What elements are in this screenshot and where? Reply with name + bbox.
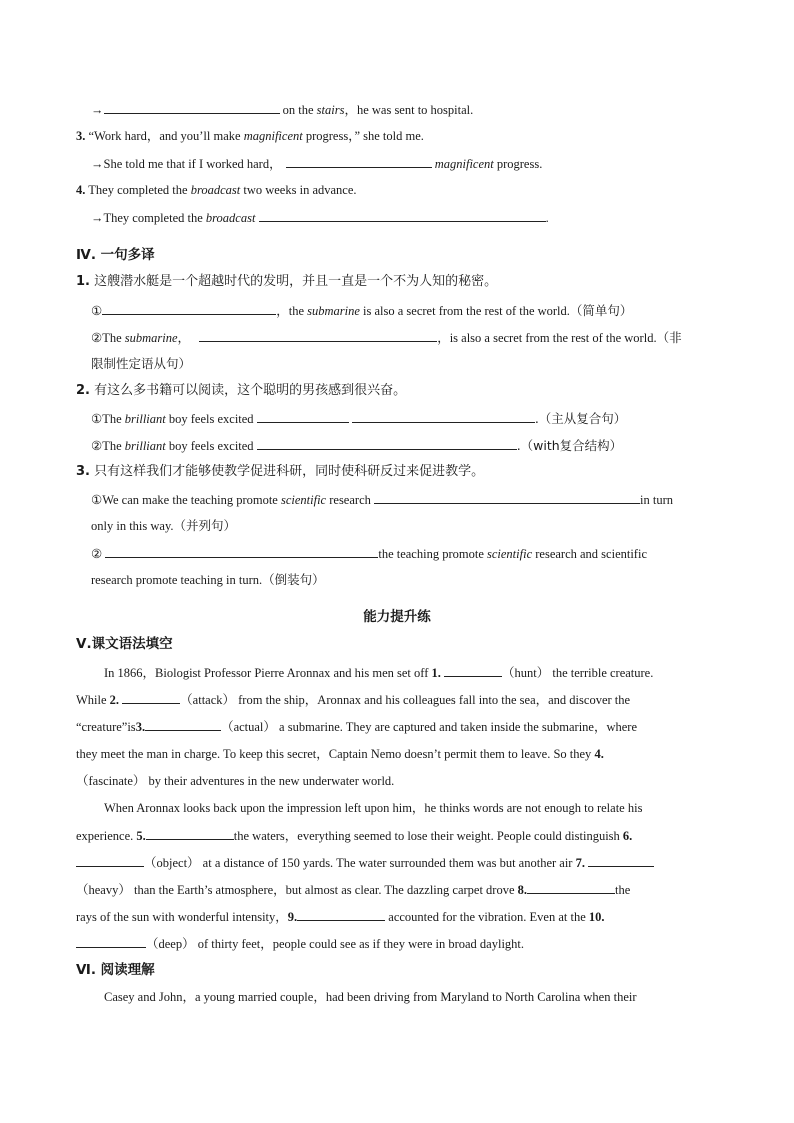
answer-blank[interactable] [286,155,432,168]
section-5-title: Ⅴ.课文语法填空 [76,636,173,652]
q3-rewrite-line: →She told me that if I worked hard， magnificent progress. [91,157,543,171]
q3-option2-line2: research promote teaching in turn.（倒装句） [91,573,325,587]
cloze-p1-l3: “creature”is3. （actual） a submarine. They are captured and taken inside the submarine，where [76,720,637,734]
q3-chinese: 3. 只有这样我们才能够使教学促进科研，同时使科研反过来促进教学。 [76,464,485,479]
cloze-blank-1[interactable] [444,664,502,677]
q3-option1: ①We can make the teaching promote scientific research in turn [91,493,673,507]
cloze-blank-8[interactable] [527,881,615,894]
cloze-p1-l5: （fascinate） by their adventures in the new underwater world. [76,774,395,788]
cloze-blank-2[interactable] [122,691,180,704]
cloze-blank-7[interactable] [588,854,654,867]
cloze-p2-l1: When Aronnax looks back upon the impression left upon him，he thinks words are not enough to relate his [104,801,643,815]
q4-sentence: 4. They completed the broadcast two weeks in advance. [76,183,357,197]
cloze-blank-9[interactable] [297,908,385,921]
section-6-title: Ⅵ. 阅读理解 [76,962,155,978]
cloze-p2-l2: experience. 5. the waters，everything seemed to lose their weight. People could distinguish 6. [76,829,633,843]
cloze-p1-l2: While 2. （attack） from the ship，Aronnax and his colleagues fall into the sea，and discover the [76,693,631,707]
cloze-blank-10[interactable] [76,935,146,948]
cloze-p1-l4: they meet the man in charge. To keep this secret，Captain Nemo doesn’t permit them to leave. So they 4. [76,747,604,761]
q2-rewrite-line: → on the stairs，he was sent to hospital. [91,103,474,117]
q3-sentence: 3. “Work hard，and you’ll make magnificent progress，” she told me. [76,129,424,143]
cloze-blank-5[interactable] [146,827,234,840]
q3-option1-line2: only in this way.（并列句） [91,519,237,533]
cloze-blank-3[interactable] [145,718,221,731]
ability-title: 能力提升练 [363,609,431,625]
cloze-p2-l4: （heavy） than the Earth’s atmosphere，but almost as clear. The dazzling carpet drove 8. the [76,883,631,897]
answer-blank[interactable] [257,437,517,450]
cloze-p2-l6: （deep） of thirty feet，people could see as if they were in broad daylight. [76,935,794,952]
cloze-p1-l1: In 1866，Biologist Professor Pierre Aronnax and his men set off 1. （hunt） the terrible creature. [104,666,654,680]
q2-chinese: 2. 有这么多书籍可以阅读，这个聪明的男孩感到很兴奋。 [76,383,407,398]
answer-blank[interactable] [102,302,276,315]
answer-blank[interactable] [257,410,349,423]
answer-blank[interactable] [105,545,378,558]
q1-chinese: 1. 这艘潜水艇是一个超越时代的发明，并且一直是一个不为人知的秘密。 [76,274,498,289]
q2-option1: ①The brilliant boy feels excited .（主从复合句） [91,411,627,426]
q1-option2-note: 限制性定语从句） [91,356,192,371]
q3-option2: ② the teaching promote scientific research and scientific [91,547,647,561]
answer-blank[interactable] [374,491,640,504]
answer-blank[interactable] [199,329,437,342]
cloze-p2-l5: rays of the sun with wonderful intensity，9. accounted for the vibration. Even at the 10. [76,910,605,924]
answer-blank[interactable] [259,209,546,222]
section-4-title: Ⅳ. 一句多译 [76,247,155,263]
answer-blank[interactable] [104,101,280,114]
reading-p1-l1: Casey and John，a young married couple，had been driving from Maryland to North Carolina when their [104,990,637,1004]
q1-option1: ① ，the submarine is also a secret from the rest of the world.（简单句） [91,303,633,318]
q2-option2: ②The brilliant boy feels excited .（with复合结构） [91,438,623,453]
cloze-blank-6[interactable] [76,854,144,867]
q4-rewrite-line: →They completed the broadcast . [91,211,549,225]
cloze-p2-l3: （object） at a distance of 150 yards. The water surrounded them was but another air 7. [76,854,794,871]
q1-option2: ②The submarine， ，is also a secret from the rest of the world.（非 [91,331,682,345]
answer-blank[interactable] [352,410,535,423]
